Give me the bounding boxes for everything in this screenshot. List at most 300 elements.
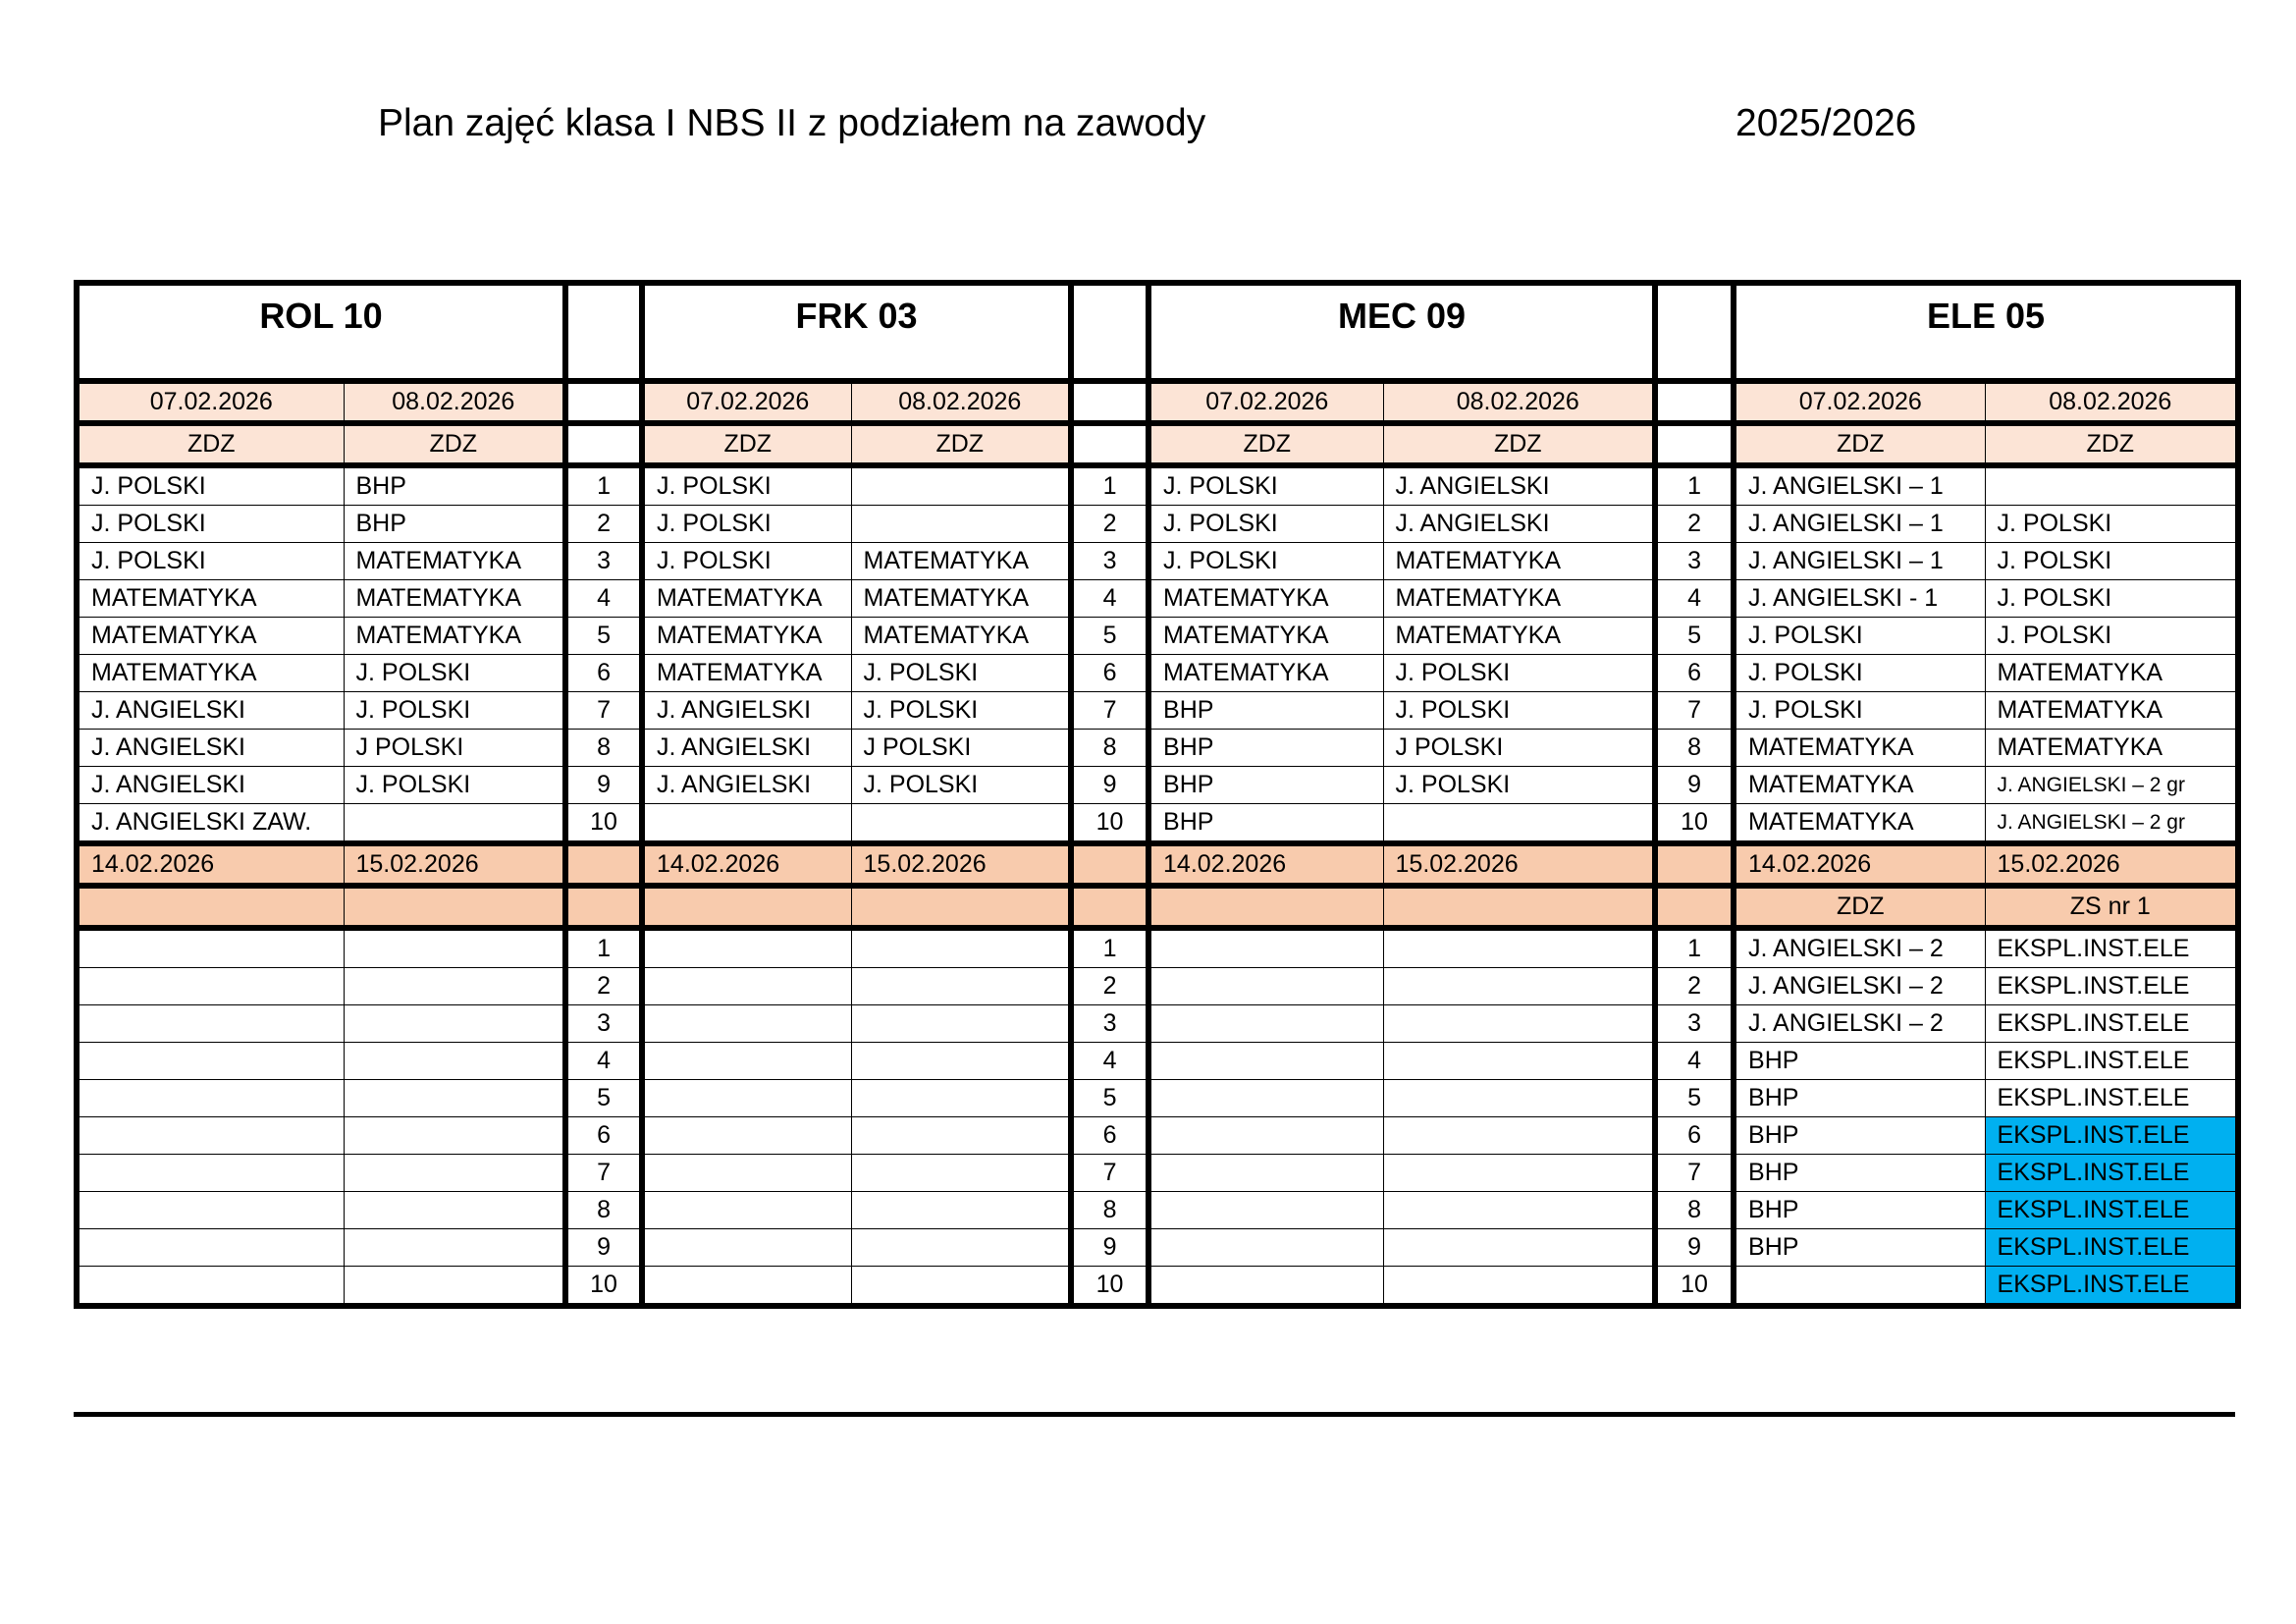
lesson-cell: MATEMATYKA [77,618,344,655]
lesson-number: 3 [1071,1005,1148,1043]
venue-cell: ZDZ [344,423,565,465]
lesson-number: 7 [565,1155,642,1192]
lesson-cell: MATEMATYKA [1985,655,2238,692]
lesson-cell: J POLSKI [851,730,1071,767]
group-name: ROL 10 [77,283,565,381]
lesson-number: 6 [1071,655,1148,692]
lesson-cell: MATEMATYKA [1734,730,1985,767]
lesson-cell [851,1192,1071,1229]
lesson-cell [1383,1155,1655,1192]
lesson-cell [1383,1043,1655,1080]
lesson-cell: J POLSKI [344,730,565,767]
lesson-cell: J. POLSKI [1148,506,1383,543]
lesson-cell [851,1080,1071,1117]
lesson-row [77,506,2238,543]
lesson-cell: J. ANGIELSKI [77,730,344,767]
lesson-number: 5 [1071,1080,1148,1117]
lesson-cell [1383,1080,1655,1117]
lesson-number: 8 [565,730,642,767]
lesson-number: 9 [565,767,642,804]
lesson-cell: J. POLSKI [344,767,565,804]
lesson-cell: MATEMATYKA [344,543,565,580]
lesson-cell: BHP [1734,1080,1985,1117]
lesson-cell: EKSPL.INST.ELE [1985,1117,2238,1155]
lesson-cell [1148,1192,1383,1229]
date-row [77,381,2238,423]
lesson-row [77,1117,2238,1155]
venue-cell: ZDZ [1734,423,1985,465]
lesson-cell: J. POLSKI [1383,767,1655,804]
lesson-cell [1383,1229,1655,1267]
lesson-number: 9 [565,1229,642,1267]
lesson-number: 3 [1655,543,1734,580]
lesson-number-header [1071,381,1148,423]
lesson-cell: BHP [1148,767,1383,804]
lesson-cell: BHP [344,465,565,506]
lesson-number-header [1071,843,1148,886]
lesson-number: 9 [1655,767,1734,804]
lesson-number-header [565,381,642,423]
lesson-cell [642,1005,851,1043]
lesson-cell: J. ANGIELSKI ZAW. [77,804,344,844]
lesson-row [77,1192,2238,1229]
lesson-cell: J. POLSKI [1734,618,1985,655]
lesson-cell: EKSPL.INST.ELE [1985,928,2238,968]
venue-cell [1148,886,1383,928]
lesson-cell: BHP [1734,1155,1985,1192]
lesson-number: 6 [1655,1117,1734,1155]
lesson-number: 2 [565,506,642,543]
lesson-row [77,618,2238,655]
lesson-number: 10 [1655,1267,1734,1307]
lesson-cell: J. ANGIELSKI [77,692,344,730]
date-cell: 15.02.2026 [1985,843,2238,886]
lesson-cell: BHP [1734,1229,1985,1267]
lesson-cell: J. ANGIELSKI – 1 [1734,543,1985,580]
lesson-cell [1148,1043,1383,1080]
venue-cell: ZDZ [1734,886,1985,928]
lesson-cell: MATEMATYKA [77,655,344,692]
lesson-cell [344,1043,565,1080]
lesson-number: 4 [1655,580,1734,618]
lesson-cell [77,928,344,968]
lesson-row [77,580,2238,618]
lesson-number-header [1071,423,1148,465]
lesson-number: 7 [1655,692,1734,730]
lesson-cell [77,1117,344,1155]
lesson-cell [1148,968,1383,1005]
lesson-number: 1 [1655,465,1734,506]
lesson-cell: J. POLSKI [344,692,565,730]
date-cell: 07.02.2026 [77,381,344,423]
lesson-number-header [1655,423,1734,465]
lesson-cell: J. ANGIELSKI [77,767,344,804]
lesson-cell: J. POLSKI [1985,580,2238,618]
venue-cell [851,886,1071,928]
lesson-number-header [565,423,642,465]
date-cell: 08.02.2026 [1985,381,2238,423]
lesson-number: 8 [1655,1192,1734,1229]
lesson-cell: J. POLSKI [642,543,851,580]
date-cell: 15.02.2026 [851,843,1071,886]
lesson-cell [642,928,851,968]
lesson-cell: MATEMATYKA [344,580,565,618]
lesson-cell [851,1043,1071,1080]
lesson-row [77,465,2238,506]
lesson-number: 4 [565,580,642,618]
lesson-cell: J. POLSKI [77,543,344,580]
lesson-number: 5 [565,618,642,655]
lesson-cell [77,1267,344,1307]
lesson-cell: J. ANGIELSKI [1383,506,1655,543]
page-title: Plan zajęć klasa I NBS II z podziałem na zawody [378,102,1206,144]
venue-cell [77,886,344,928]
group-name: MEC 09 [1148,283,1655,381]
venue-cell: ZDZ [1383,423,1655,465]
lesson-cell: BHP [344,506,565,543]
lesson-row [77,730,2238,767]
lesson-row [77,968,2238,1005]
lesson-cell: EKSPL.INST.ELE [1985,1192,2238,1229]
lesson-cell: J. POLSKI [851,692,1071,730]
lesson-cell [1148,1117,1383,1155]
school-year: 2025/2026 [1735,102,1917,144]
lesson-cell [642,1155,851,1192]
lesson-cell [344,804,565,844]
lesson-cell [1985,465,2238,506]
lesson-cell: J. ANGIELSKI [642,767,851,804]
lesson-cell [77,1005,344,1043]
lesson-cell [851,465,1071,506]
lesson-cell [1148,928,1383,968]
lesson-cell [77,1229,344,1267]
lesson-cell: J. POLSKI [642,465,851,506]
lesson-cell: MATEMATYKA [344,618,565,655]
date-cell: 08.02.2026 [344,381,565,423]
lesson-number: 10 [1655,804,1734,844]
lesson-number: 1 [565,928,642,968]
lesson-cell [851,1155,1071,1192]
lesson-row [77,804,2238,844]
venue-cell [344,886,565,928]
lesson-cell: J. ANGIELSKI [1383,465,1655,506]
lesson-cell: EKSPL.INST.ELE [1985,1155,2238,1192]
lesson-cell [851,1229,1071,1267]
lesson-cell: J. ANGIELSKI [642,692,851,730]
lesson-cell: MATEMATYKA [851,618,1071,655]
lesson-number: 10 [565,1267,642,1307]
lesson-number-header [1655,381,1734,423]
lesson-cell [1148,1080,1383,1117]
lesson-cell: BHP [1148,804,1383,844]
date-cell: 07.02.2026 [1148,381,1383,423]
lesson-cell [1383,1005,1655,1043]
lesson-row [77,928,2238,968]
lesson-cell: J. POLSKI [77,465,344,506]
lesson-cell [77,1043,344,1080]
lesson-number: 8 [1071,1192,1148,1229]
lesson-cell [642,968,851,1005]
lesson-cell [1383,1192,1655,1229]
lesson-cell: MATEMATYKA [1734,767,1985,804]
lesson-cell: MATEMATYKA [1383,618,1655,655]
lesson-cell [851,968,1071,1005]
lesson-cell [1383,1267,1655,1307]
date-cell: 07.02.2026 [1734,381,1985,423]
venue-cell: ZDZ [77,423,344,465]
lesson-cell: J. ANGIELSKI – 2 [1734,1005,1985,1043]
lesson-row [77,1155,2238,1192]
lesson-cell: MATEMATYKA [851,543,1071,580]
lesson-number-header [1655,283,1734,381]
lesson-cell: MATEMATYKA [851,580,1071,618]
lesson-number: 7 [1655,1155,1734,1192]
lesson-cell [77,1155,344,1192]
lesson-number: 6 [565,655,642,692]
lesson-number: 7 [565,692,642,730]
date-row [77,843,2238,886]
lesson-number-header [1071,283,1148,381]
lesson-row [77,1229,2238,1267]
lesson-cell [77,968,344,1005]
lesson-number: 3 [1071,543,1148,580]
lesson-cell [642,804,851,844]
lesson-cell: J. POLSKI [344,655,565,692]
lesson-number: 2 [1071,968,1148,1005]
lesson-cell: BHP [1148,730,1383,767]
venue-cell [1383,886,1655,928]
lesson-cell: J. ANGIELSKI – 1 [1734,506,1985,543]
lesson-number: 10 [1071,1267,1148,1307]
lesson-cell: J. POLSKI [851,767,1071,804]
date-cell: 08.02.2026 [1383,381,1655,423]
lesson-cell: J. POLSKI [1985,543,2238,580]
venue-cell: ZS nr 1 [1985,886,2238,928]
group-header-row [77,283,2238,381]
lesson-number: 9 [1071,767,1148,804]
lesson-cell [1734,1267,1985,1307]
lesson-number: 2 [1655,968,1734,1005]
date-cell: 07.02.2026 [642,381,851,423]
lesson-cell: J. ANGIELSKI - 1 [1734,580,1985,618]
venue-row [77,423,2238,465]
lesson-cell [1148,1005,1383,1043]
lesson-cell: J. POLSKI [1985,618,2238,655]
lesson-cell [642,1117,851,1155]
lesson-number-header [565,843,642,886]
lesson-cell: J. ANGIELSKI – 2 [1734,928,1985,968]
lesson-row [77,543,2238,580]
lesson-cell: BHP [1148,692,1383,730]
lesson-number: 2 [565,968,642,1005]
lesson-number: 8 [565,1192,642,1229]
lesson-number: 5 [1655,1080,1734,1117]
lesson-cell [1383,968,1655,1005]
lesson-cell [344,1267,565,1307]
lesson-number: 5 [1071,618,1148,655]
group-name: ELE 05 [1734,283,2238,381]
lesson-cell: MATEMATYKA [77,580,344,618]
lesson-cell: MATEMATYKA [1148,580,1383,618]
lesson-cell: MATEMATYKA [1148,655,1383,692]
lesson-cell: EKSPL.INST.ELE [1985,1005,2238,1043]
lesson-number: 4 [565,1043,642,1080]
lesson-number: 9 [1655,1229,1734,1267]
lesson-cell: J. ANGIELSKI – 2 [1734,968,1985,1005]
lesson-cell: EKSPL.INST.ELE [1985,968,2238,1005]
date-cell: 14.02.2026 [77,843,344,886]
lesson-cell [851,928,1071,968]
lesson-cell: MATEMATYKA [1148,618,1383,655]
lesson-number: 5 [1655,618,1734,655]
date-cell: 15.02.2026 [1383,843,1655,886]
lesson-row [77,1267,2238,1307]
lesson-cell: MATEMATYKA [1985,730,2238,767]
lesson-number-header [565,886,642,928]
lesson-cell [344,968,565,1005]
lesson-cell [344,1080,565,1117]
lesson-cell: J. POLSKI [1383,655,1655,692]
lesson-cell [851,1267,1071,1307]
lesson-cell: EKSPL.INST.ELE [1985,1267,2238,1307]
lesson-cell: EKSPL.INST.ELE [1985,1043,2238,1080]
lesson-cell [344,1192,565,1229]
lesson-cell: J. POLSKI [1734,655,1985,692]
lesson-cell [642,1229,851,1267]
lesson-cell: MATEMATYKA [642,655,851,692]
date-cell: 14.02.2026 [642,843,851,886]
lesson-number: 8 [1071,730,1148,767]
lesson-cell [642,1043,851,1080]
lesson-cell: MATEMATYKA [1383,543,1655,580]
lesson-cell [851,1005,1071,1043]
lesson-number: 10 [565,804,642,844]
lesson-cell [1148,1229,1383,1267]
lesson-cell: MATEMATYKA [1383,580,1655,618]
lesson-number: 5 [565,1080,642,1117]
lesson-row [77,1080,2238,1117]
lesson-cell: J. ANGIELSKI – 2 gr [1985,767,2238,804]
lesson-cell [1148,1155,1383,1192]
lesson-cell: J. POLSKI [1383,692,1655,730]
lesson-cell: BHP [1734,1192,1985,1229]
lesson-cell: J. POLSKI [77,506,344,543]
lesson-cell: J. ANGIELSKI – 1 [1734,465,1985,506]
lesson-number: 1 [1071,465,1148,506]
date-cell: 14.02.2026 [1734,843,1985,886]
lesson-cell: J. POLSKI [642,506,851,543]
lesson-number: 1 [1655,928,1734,968]
lesson-cell [344,1117,565,1155]
lesson-cell [344,1155,565,1192]
lesson-row [77,692,2238,730]
lesson-row [77,1005,2238,1043]
venue-cell: ZDZ [851,423,1071,465]
lesson-number: 6 [565,1117,642,1155]
lesson-number: 3 [565,1005,642,1043]
date-cell: 15.02.2026 [344,843,565,886]
lesson-cell [77,1192,344,1229]
lesson-number: 10 [1071,804,1148,844]
lesson-cell: J. ANGIELSKI [642,730,851,767]
lesson-cell: J. POLSKI [851,655,1071,692]
lesson-cell [344,928,565,968]
lesson-number-header [1655,886,1734,928]
lesson-cell: J. POLSKI [1985,506,2238,543]
lesson-cell [642,1192,851,1229]
lesson-number: 2 [1071,506,1148,543]
lesson-number-header [565,283,642,381]
lesson-cell [642,1267,851,1307]
lesson-cell [851,804,1071,844]
lesson-cell [1383,928,1655,968]
lesson-number: 4 [1655,1043,1734,1080]
lesson-cell [1383,1117,1655,1155]
divider-line [74,1412,2235,1417]
date-cell: 14.02.2026 [1148,843,1383,886]
lesson-cell [1148,1267,1383,1307]
lesson-cell: J POLSKI [1383,730,1655,767]
lesson-cell [642,1080,851,1117]
lesson-number: 7 [1071,1155,1148,1192]
lesson-number: 4 [1071,580,1148,618]
lesson-row [77,767,2238,804]
lesson-row [77,655,2238,692]
lesson-cell: BHP [1734,1117,1985,1155]
lesson-cell [851,506,1071,543]
lesson-cell [851,1117,1071,1155]
lesson-cell: MATEMATYKA [1985,692,2238,730]
lesson-cell: J. ANGIELSKI – 2 gr [1985,804,2238,844]
lesson-cell: J. POLSKI [1734,692,1985,730]
lesson-number: 7 [1071,692,1148,730]
lesson-number: 1 [1071,928,1148,968]
group-name: FRK 03 [642,283,1071,381]
schedule-table [74,280,2241,1309]
venue-cell [642,886,851,928]
lesson-number: 8 [1655,730,1734,767]
lesson-cell: MATEMATYKA [642,580,851,618]
lesson-number-header [1655,843,1734,886]
lesson-number: 4 [1071,1043,1148,1080]
lesson-number-header [1071,886,1148,928]
lesson-cell: BHP [1734,1043,1985,1080]
lesson-number: 2 [1655,506,1734,543]
lesson-number: 6 [1655,655,1734,692]
venue-cell: ZDZ [1985,423,2238,465]
lesson-number: 6 [1071,1117,1148,1155]
lesson-cell: EKSPL.INST.ELE [1985,1080,2238,1117]
venue-row [77,886,2238,928]
lesson-row [77,1043,2238,1080]
lesson-number: 1 [565,465,642,506]
lesson-number: 3 [565,543,642,580]
venue-cell: ZDZ [642,423,851,465]
lesson-cell [1383,804,1655,844]
lesson-cell: MATEMATYKA [1734,804,1985,844]
lesson-cell: J. POLSKI [1148,465,1383,506]
lesson-number: 9 [1071,1229,1148,1267]
lesson-cell: EKSPL.INST.ELE [1985,1229,2238,1267]
lesson-cell [77,1080,344,1117]
venue-cell: ZDZ [1148,423,1383,465]
lesson-cell: MATEMATYKA [642,618,851,655]
lesson-cell [344,1229,565,1267]
lesson-number: 3 [1655,1005,1734,1043]
lesson-cell [344,1005,565,1043]
date-cell: 08.02.2026 [851,381,1071,423]
lesson-cell: J. POLSKI [1148,543,1383,580]
